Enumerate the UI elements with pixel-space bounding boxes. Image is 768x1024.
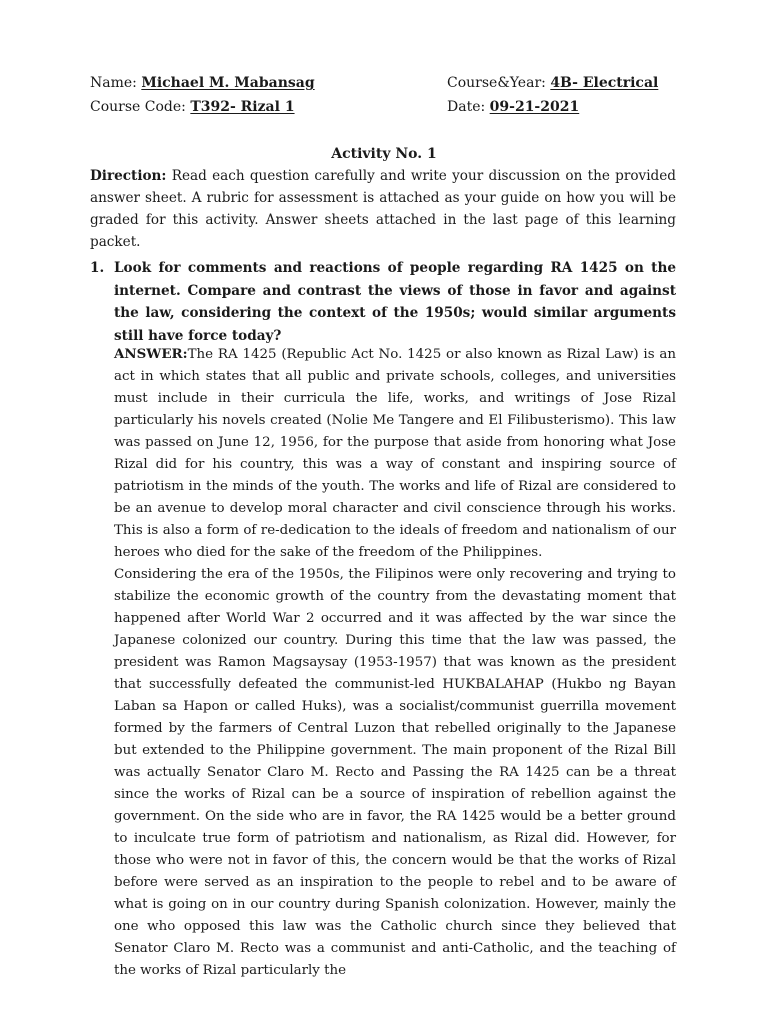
direction-text: Read each question carefully and write your discussion on the provided answer sheet. A rubric for assessment is attached as your guide on how you will be graded for this activity. Answer sheets attached in the last page of this learning packet. — [90, 168, 676, 250]
answer-paragraph-1 — [114, 343, 676, 564]
question-number: 1. — [90, 260, 105, 276]
question-text: Look for comments and reactions of people regarding RA 1425 on the internet. Compare and contrast the views of those in favor and against the law, considering the context of the 1950s; would similar arguments still have force today? — [114, 260, 676, 344]
course-code-field — [90, 96, 295, 118]
name-field — [90, 72, 315, 94]
direction-label: Direction: — [90, 168, 167, 184]
header-row-1 — [90, 72, 690, 94]
course-year-field — [447, 72, 658, 94]
answer-label: ANSWER: — [114, 346, 188, 362]
name-value: Michael M. Mabansag — [141, 75, 315, 91]
course-code-label: Course Code: — [90, 99, 191, 115]
header-row-2 — [90, 96, 690, 118]
name-label: Name: — [90, 75, 142, 91]
date-value: 09-21-2021 — [489, 99, 580, 115]
answer-paragraph-1-text: The RA 1425 (Republic Act No. 1425 or also known as Rizal Law) is an act in which states that all public and private schools, colleges, and universities must include in their curricula the life, works, and writings of Jose Rizal particularly his novels created (Nolie Me Tangere and El Filibusterismo). This law was passed on June 12, 1956, for the purpose that aside from honoring what Jose Rizal did for his country, this was a way of constant and inspiring source of patriotism in the minds of the youth. The works and life of Rizal are considered to be an avenue to develop moral character and civil conscience through his works. This is also a form of re-dedication to the ideals of freedom and nationalism of our heroes who died for the sake of the freedom of the Philippines. — [114, 347, 676, 560]
course-code-value: T392- Rizal 1 — [190, 99, 295, 115]
course-year-label: Course&Year: — [447, 75, 551, 91]
answer-block — [114, 343, 676, 982]
course-year-value: 4B- Electrical — [550, 75, 659, 91]
direction-paragraph — [90, 165, 676, 253]
date-field — [447, 96, 579, 118]
date-label: Date: — [447, 99, 490, 115]
answer-paragraph-2 — [114, 564, 676, 982]
answer-paragraph-2-text: Considering the era of the 1950s, the Filipinos were only recovering and trying to stabilize the economic growth of the country from the devastating moment that happened after World War 2 occurred and it was affected by the war since the Japanese colonized our country. During this time that the law was passed, the president was Ramon Magsaysay (1953-1957) that was known as the president that successfully defeated the communist-led HUKBALAHAP (Hukbo ng Bayan Laban sa Hapon or called Huks), was a socialist/communist guerrilla movement formed by the farmers of Central Luzon that rebelled originally to the Japanese but extended to the Philippine government. The main proponent of the Rizal Bill was actually Senator Claro M. Recto and Passing the RA 1425 can be a threat since the works of Rizal can be a source of inspiration of rebellion against the government. On the side who are in favor, the RA 1425 would be a better ground to inculcate true form of patriotism and nationalism, as Rizal did. However, for those who were not in favor of this, the concern would be that the works of Rizal before were served as an inspiration to the people to rebel and to be aware of what is going on in our country during Spanish colonization. However, mainly the one who opposed this law was the Catholic church since they believed that Senator Claro M. Recto was a communist and anti-Catholic, and the teaching of the works of Rizal particularly the — [114, 567, 676, 978]
activity-title: Activity No. 1 — [331, 146, 437, 162]
question-1 — [90, 257, 676, 347]
